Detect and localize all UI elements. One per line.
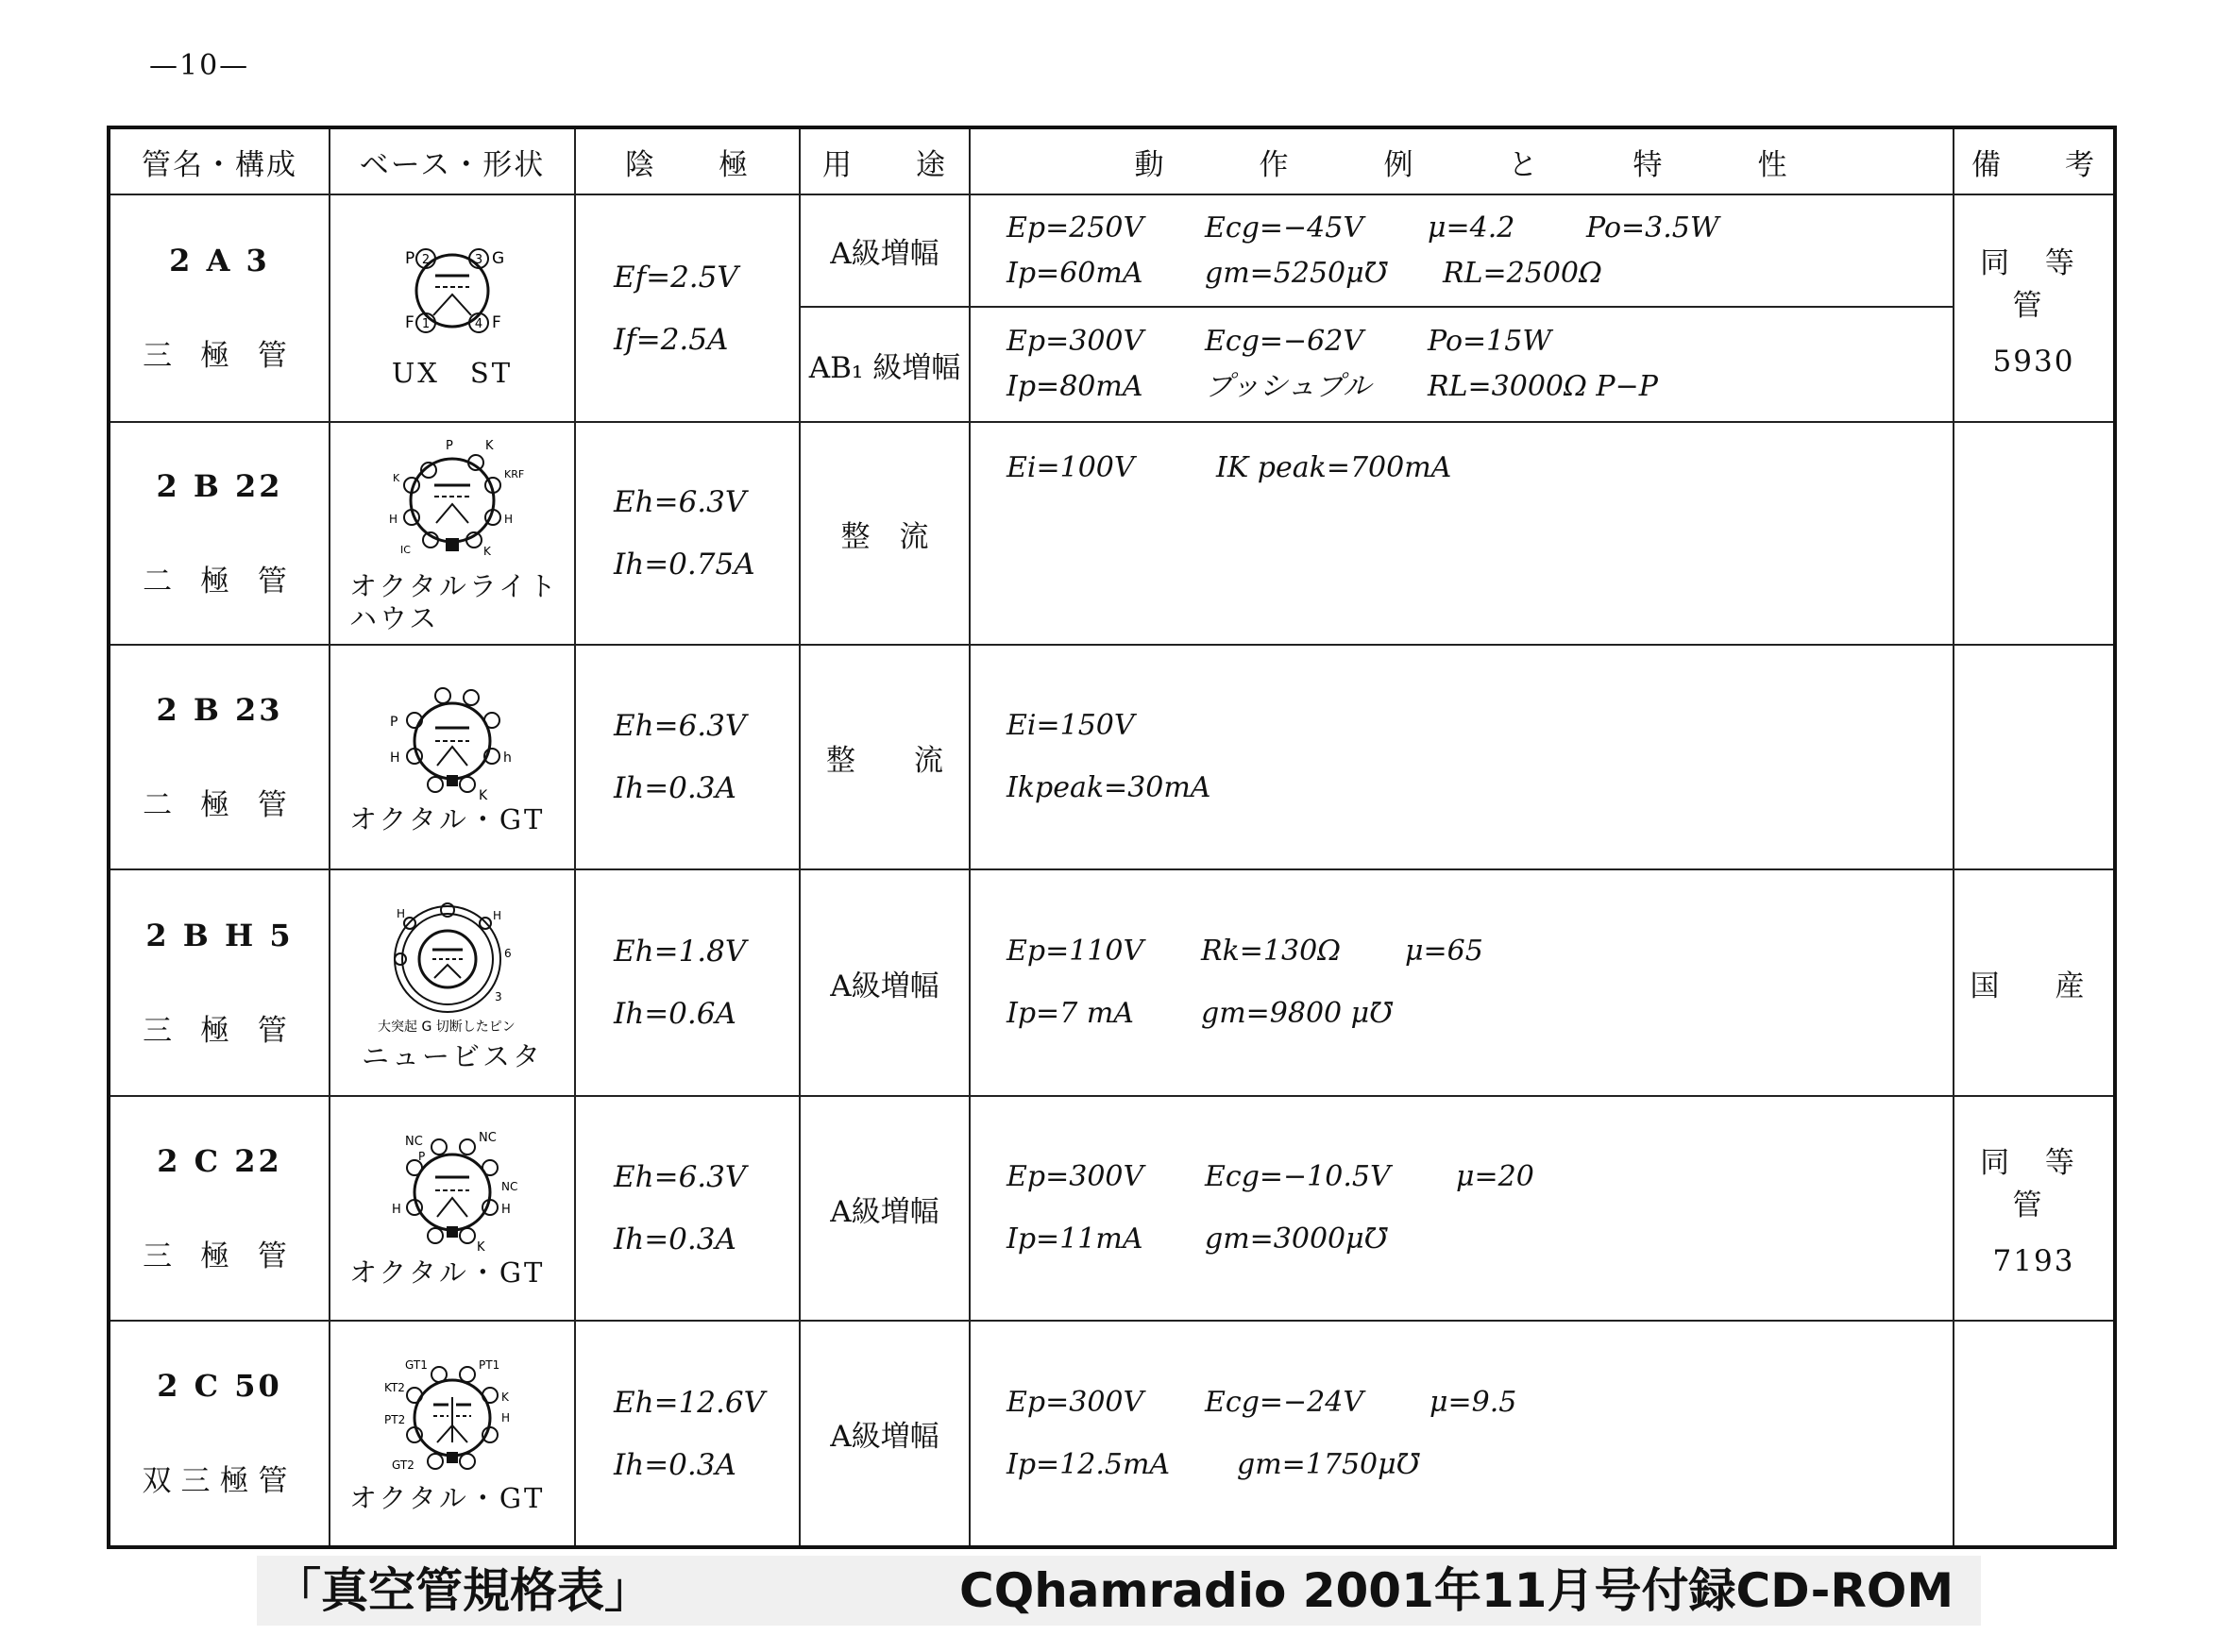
base-cell	[330, 194, 575, 422]
char-value: Ip=80mA	[1007, 370, 1143, 403]
tube-kind: 三 極 管	[143, 1013, 296, 1048]
char-line	[1007, 364, 1953, 410]
char-value: Ep=300V	[1007, 325, 1144, 358]
use-cell: A級増幅	[800, 1321, 970, 1547]
char-line	[1007, 251, 1953, 296]
cathode-voltage: Eh=6.3V	[614, 485, 747, 519]
char-value: μ=9.5	[1429, 1385, 1517, 1419]
note-cell	[1954, 194, 2115, 422]
base-cell	[330, 869, 575, 1096]
tube-kind: 三 極 管	[143, 339, 296, 373]
cathode-current: If=2.5A	[614, 322, 729, 357]
char-value: Ei=100V	[1007, 451, 1135, 484]
svg-text:F: F	[405, 312, 414, 332]
svg-text:NC: NC	[405, 1135, 423, 1149]
char-value: μ=20	[1456, 1160, 1534, 1193]
char-value: gm=5250μ℧	[1205, 256, 1388, 290]
char-line	[1007, 1434, 1953, 1496]
base-cell	[330, 1096, 575, 1321]
table-header-row	[109, 127, 2115, 194]
table-row	[109, 1096, 2115, 1321]
char-value: Ep=300V	[1007, 1160, 1144, 1193]
base-diagram-icon	[363, 897, 542, 1038]
characteristics-cell	[970, 422, 1954, 645]
svg-text:P: P	[390, 715, 398, 730]
base-cell	[330, 645, 575, 869]
tube-name-cell	[109, 869, 330, 1096]
char-value: Ip=12.5mA	[1007, 1447, 1171, 1481]
table-row	[109, 869, 2115, 1096]
cathode-voltage: Eh=12.6V	[614, 1385, 765, 1420]
cathode-current: Ih=0.3A	[614, 1447, 736, 1482]
tube-name-cell	[109, 645, 330, 869]
svg-text:1: 1	[421, 316, 431, 331]
note-cell	[1954, 869, 2115, 1096]
tube-spec-table	[107, 126, 2117, 1549]
svg-text:H: H	[493, 909, 502, 922]
char-line	[1007, 1146, 1953, 1208]
header-characteristics: 動 作 例 と 特 性	[970, 127, 1954, 194]
note-text: 同 等 管	[1980, 245, 2088, 323]
cathode-cell	[575, 1321, 800, 1547]
svg-text:大突起 G 切断したピン: 大突起 G 切断したピン	[378, 1020, 516, 1035]
base-label: オクタル・GT	[349, 1481, 546, 1514]
tube-code: 2 C 50	[157, 1368, 282, 1404]
cathode-voltage: Eh=6.3V	[614, 1160, 747, 1194]
note-cell	[1954, 645, 2115, 869]
svg-text:PT2: PT2	[384, 1412, 406, 1426]
svg-text:4: 4	[474, 316, 483, 331]
char-value: Ep=250V	[1007, 211, 1144, 244]
char-line	[1007, 206, 1953, 251]
svg-text:KT2: KT2	[384, 1380, 405, 1394]
cathode-current: Ih=0.6A	[614, 997, 736, 1031]
characteristics-cell	[970, 1321, 1954, 1547]
char-value: IK peak=700mA	[1216, 451, 1452, 484]
char-line	[1007, 1208, 1953, 1271]
svg-text:F: F	[492, 312, 501, 332]
svg-text:H: H	[501, 1410, 511, 1424]
base-diagram-icon	[377, 1357, 528, 1480]
characteristics-cell	[970, 645, 1954, 869]
tube-name-cell	[109, 194, 330, 422]
characteristics-cell	[970, 1096, 1954, 1321]
footer-source: CQhamradio 2001年11月号付録CD-ROM	[959, 1563, 1954, 1618]
footer-banner	[257, 1556, 1981, 1626]
cathode-voltage: Ef=2.5V	[614, 260, 738, 295]
svg-text:GT1: GT1	[405, 1357, 428, 1372]
char-value: Ecg=−45V	[1205, 211, 1364, 244]
table-row	[109, 422, 2115, 645]
cathode-voltage: Eh=1.8V	[614, 935, 747, 969]
svg-text:h: h	[503, 750, 512, 766]
char-value: Ecg=−24V	[1205, 1385, 1364, 1419]
char-line	[1007, 983, 1953, 1045]
table-row	[109, 645, 2115, 869]
base-cell	[330, 422, 575, 645]
note-equivalent: 5930	[1992, 344, 2075, 379]
use-cell: A級増幅	[800, 1096, 970, 1321]
svg-text:K: K	[485, 439, 494, 453]
tube-code: 2 B H 5	[145, 917, 294, 953]
char-value: Ep=110V	[1007, 935, 1144, 968]
note-text: 同 等 管	[1980, 1146, 2088, 1222]
cathode-current: Ih=0.75A	[614, 548, 755, 582]
char-value: gm=1750μ℧	[1237, 1447, 1420, 1481]
svg-text:K: K	[501, 1390, 509, 1404]
svg-text:H: H	[504, 513, 514, 526]
cathode-voltage: Eh=6.3V	[614, 709, 747, 743]
base-cell	[330, 1321, 575, 1547]
char-value: μ=65	[1405, 935, 1483, 968]
char-value: Ecg=−10.5V	[1205, 1160, 1391, 1193]
svg-text:K: K	[477, 1240, 485, 1255]
char-value: Po=3.5W	[1586, 211, 1719, 244]
svg-text:3: 3	[495, 990, 502, 1003]
tube-code: 2 B 22	[156, 467, 283, 504]
svg-text:NC: NC	[501, 1180, 518, 1193]
char-value: Rk=130Ω	[1201, 935, 1342, 968]
char-value: gm=3000μ℧	[1205, 1222, 1388, 1256]
char-value: Ep=300V	[1007, 1385, 1144, 1419]
char-line	[1007, 757, 1953, 819]
svg-text:GT2: GT2	[392, 1458, 414, 1472]
use-cell: 整 流	[800, 422, 970, 645]
use-cell: A級増幅	[800, 869, 970, 1096]
tube-name-cell	[109, 1321, 330, 1547]
svg-text:NC: NC	[479, 1132, 497, 1145]
use-cell: 整 流	[800, 645, 970, 869]
cathode-cell	[575, 869, 800, 1096]
svg-text:KRF: KRF	[504, 468, 525, 480]
char-line	[1007, 1372, 1953, 1434]
base-diagram-icon	[377, 1132, 528, 1255]
tube-kind: 二 極 管	[143, 564, 296, 598]
tube-code: 2 A 3	[169, 243, 270, 278]
char-value: RL=3000Ω P−P	[1428, 370, 1658, 403]
note-equivalent: 7193	[1992, 1244, 2075, 1278]
cathode-cell	[575, 422, 800, 645]
char-value: Po=15W	[1428, 325, 1552, 358]
tube-code: 2 B 23	[156, 691, 283, 728]
tube-name-cell	[109, 1096, 330, 1321]
svg-text:K: K	[393, 472, 400, 484]
use-cell: AB₁ 級増幅	[800, 307, 970, 422]
base-label: オクタル・GT	[349, 1256, 546, 1289]
svg-text:6: 6	[504, 947, 512, 960]
char-value: Ecg=−62V	[1205, 325, 1364, 358]
svg-text:2: 2	[421, 252, 431, 267]
base-label: オクタル・GT	[349, 803, 546, 835]
svg-text:H: H	[397, 907, 406, 920]
svg-text:P: P	[405, 248, 415, 268]
svg-text:H: H	[389, 513, 398, 526]
char-line	[1007, 920, 1953, 983]
char-value: Ei=150V	[1007, 709, 1135, 742]
char-value: gm=9800 μ℧	[1201, 997, 1394, 1030]
tube-kind: 三 極 管	[143, 1239, 296, 1273]
svg-text:H: H	[392, 1203, 401, 1217]
char-value: RL=2500Ω	[1443, 256, 1602, 290]
char-value: Ip=60mA	[1007, 256, 1143, 290]
note-cell	[1954, 422, 2115, 645]
note-text: 国 産	[1970, 969, 2098, 1003]
base-diagram-icon	[377, 683, 528, 801]
svg-text:PT1: PT1	[479, 1357, 500, 1372]
header-base-shape: ベース・形状	[330, 127, 575, 194]
svg-text:H: H	[501, 1203, 511, 1217]
char-line	[1007, 319, 1953, 364]
header-cathode: 陰 極	[575, 127, 800, 194]
cathode-current: Ih=0.3A	[614, 771, 736, 805]
base-diagram-icon	[372, 436, 533, 568]
char-line	[1007, 446, 1953, 491]
header-use: 用 途	[800, 127, 970, 194]
cathode-current: Ih=0.3A	[614, 1222, 736, 1256]
characteristics-cell	[970, 307, 1954, 422]
use-cell: A級増幅	[800, 194, 970, 307]
cathode-cell	[575, 645, 800, 869]
char-value: Ip=11mA	[1007, 1222, 1143, 1256]
footer-title: 「真空管規格表」	[274, 1563, 651, 1618]
cathode-cell	[575, 1096, 800, 1321]
table-row	[109, 1321, 2115, 1547]
note-cell	[1954, 1096, 2115, 1321]
svg-text:H: H	[390, 750, 400, 766]
base-label: UX ST	[391, 356, 514, 389]
tube-code: 2 C 22	[157, 1142, 282, 1179]
tube-kind: 二 極 管	[143, 787, 296, 822]
header-tube-name: 管名・構成	[109, 127, 330, 194]
tube-name-cell	[109, 422, 330, 645]
char-value: Ikpeak=30mA	[1007, 771, 1211, 804]
svg-text:P: P	[446, 439, 453, 453]
char-line	[1007, 695, 1953, 757]
header-note: 備 考	[1954, 127, 2115, 194]
char-value: μ=4.2	[1428, 211, 1515, 244]
characteristics-cell	[970, 869, 1954, 1096]
base-diagram-icon	[386, 232, 518, 355]
base-label: オクタルライト ハウス	[349, 570, 559, 634]
svg-text:K: K	[479, 788, 488, 801]
tube-kind: 双三極管	[142, 1464, 297, 1498]
table-row	[109, 194, 2115, 307]
page-number: —10—	[149, 49, 250, 82]
characteristics-cell	[970, 194, 1954, 307]
svg-text:IC: IC	[400, 544, 411, 556]
svg-text:P: P	[418, 1150, 426, 1163]
svg-text:K: K	[483, 545, 491, 558]
char-value: Ip=7 mA	[1007, 997, 1134, 1030]
svg-text:G: G	[492, 248, 505, 268]
note-cell	[1954, 1321, 2115, 1547]
base-label: ニュービスタ	[361, 1040, 543, 1072]
cathode-cell	[575, 194, 800, 422]
svg-text:3: 3	[474, 252, 483, 267]
char-value: プッシュプル	[1205, 370, 1372, 403]
